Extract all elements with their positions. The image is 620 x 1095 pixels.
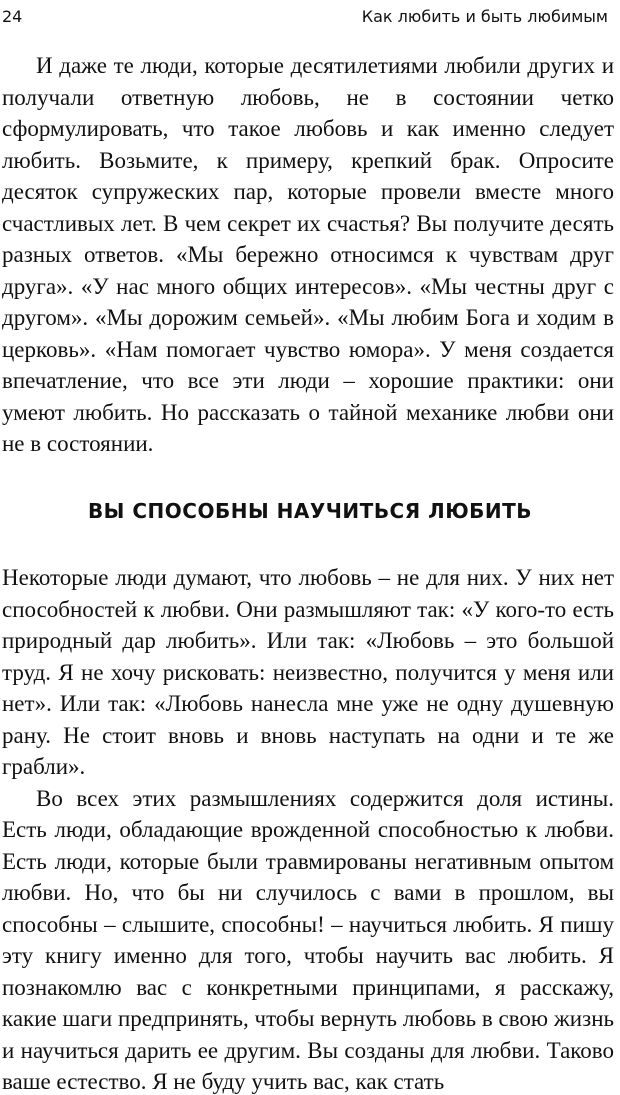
paragraph: И даже те люди, которые десятилетиями любили других и получали ответную любовь, не в состоянии четко сформулировать, что такое любовь и как именно следует любить. Возьмите, к примеру, крепкий брак. Опросите десяток супружеских пар, которые провели вместе много счастливых лет. В чем секрет их счастья? Вы получите десять разных ответов. «Мы бережно относимся к чувствам друг друга». «У нас много общих интересов». «Мы честны друг с другом». «Мы дорожим семьей». «Мы любим Бога и ходим в церковь». «Нам помогает чувство юмора». У меня создается впечатление, что все эти люди – хорошие практики: они умеют любить. Но рассказать о тайной механике любви они не в состоянии.: [2, 53, 614, 456]
text-block-after-heading: [2, 562, 614, 1095]
paragraph: Во всех этих размышлениях содержится доля истины. Есть люди, обладающие врожденной способностью к любви. Есть люди, которые были травмированы негативным опытом любви. Но, что бы ни случилось с вами в прошлом, вы способны – слышите, способны! – научиться любить. Я пишу эту книгу именно для того, чтобы научить вас любить. Я познакомлю вас с конкретными принципами, я расскажу, какие шаги предпринять, чтобы вернуть любовь в свою жизнь и научиться дарить ее другим. Вы созданы для любви. Таково ваше естество. Я не буду учить вас, как стать: [2, 785, 614, 1094]
paragraph: Некоторые люди думают, что любовь – не для них. У них нет способностей к любви. Они размышляют так: «У кого-то есть природный дар любить». Или так: «Любовь – это большой труд. Я не хочу рисковать: неизвестно, получится у меня или нет». Или так: «Любовь нанесла мне уже не одну душевную рану. Не стоит вновь и вновь наступать на одни и те же грабли».: [2, 565, 614, 779]
section-heading: ВЫ СПОСОБНЫ НАУЧИТЬСЯ ЛЮБИТЬ: [87, 499, 533, 523]
book-title: Как любить и быть любимым: [361, 7, 608, 26]
text-block-before-heading: [2, 50, 614, 460]
page-number: 24: [2, 7, 23, 26]
running-head: [0, 4, 612, 30]
